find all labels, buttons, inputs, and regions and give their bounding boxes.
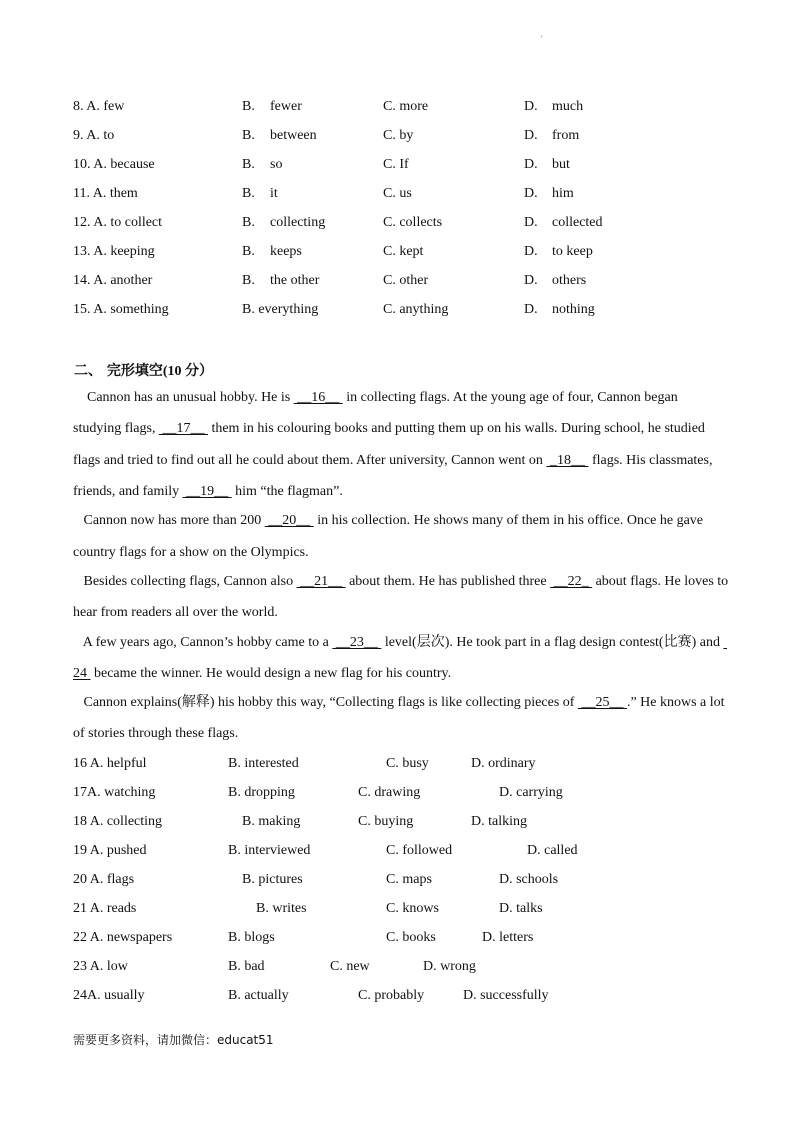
option-row [0, 242, 800, 262]
option-a: 22 A. newspapers [73, 930, 173, 945]
option-b-text: it [270, 186, 278, 201]
option-a: 14. A. another [73, 273, 153, 288]
option-row [0, 841, 800, 861]
option-row [0, 184, 800, 204]
option-a: 20 A. flags [73, 872, 135, 887]
option-row [0, 899, 800, 919]
option-c: C. by [383, 128, 414, 143]
option-a: 17A. watching [73, 785, 156, 800]
option-a: 10. A. because [73, 157, 155, 172]
option-a: 12. A. to collect [73, 215, 163, 230]
option-d: D. [524, 302, 538, 317]
answer-blank: __23__ [332, 635, 382, 650]
passage-text: A few years ago, Cannon’s hobby came to a [73, 635, 333, 650]
option-b: B. dropping [228, 785, 295, 800]
passage-text: about them. He has published three [345, 574, 551, 589]
option-d: D. [524, 99, 538, 114]
option-row [0, 986, 800, 1006]
option-row [0, 97, 800, 117]
option-c: C. new [330, 959, 370, 974]
option-b: B. [242, 186, 255, 201]
answer-blank: __17__ [158, 421, 208, 436]
option-c: C. If [383, 157, 409, 172]
option-b: B. everything [242, 302, 319, 317]
passage-text: in collecting flags. At the young age of four, Cannon began [342, 390, 678, 405]
option-b: B. [242, 273, 255, 288]
passage-text: flags and tried to find out all he could about them. After university, Cannon went on [73, 453, 547, 468]
passage-text: him “the flagman”. [231, 484, 343, 499]
footer-note: 需要更多资料，请加微信：educat51 [73, 1033, 274, 1047]
option-d: D. [524, 157, 538, 172]
passage-text: of stories through these flags. [73, 726, 239, 741]
option-a: 8. A. few [73, 99, 125, 114]
option-c: C. busy [386, 756, 429, 771]
option-d: D. talks [499, 901, 543, 916]
option-d: D. [524, 273, 538, 288]
passage-text: about flags. He loves to [592, 574, 729, 589]
passage-text: Cannon explains(解释) his hobby this way, “Collecting flags is like collecting pieces of [73, 695, 578, 710]
option-b: B. writes [256, 901, 307, 916]
answer-blank [723, 635, 727, 650]
option-a: 21 A. reads [73, 901, 137, 916]
option-d: D. talking [471, 814, 527, 829]
option-row [0, 870, 800, 890]
option-c: C. drawing [358, 785, 421, 800]
answer-blank: _18__ [546, 453, 589, 468]
option-b-text: the other [270, 273, 320, 288]
passage-line [73, 511, 703, 531]
option-c: C. other [383, 273, 429, 288]
passage-text: in his collection. He shows many of them in his office. Once he gave [313, 513, 704, 528]
passage-line [73, 388, 678, 408]
option-a: 23 A. low [73, 959, 128, 974]
passage-line [73, 724, 238, 744]
answer-blank: 24 [73, 666, 91, 681]
option-b: B. interested [228, 756, 299, 771]
option-row [0, 812, 800, 832]
option-row [0, 300, 800, 320]
passage-text: Besides collecting flags, Cannon also [73, 574, 297, 589]
option-row [0, 126, 800, 146]
option-c: C. us [383, 186, 412, 201]
option-b: B. [242, 157, 255, 172]
option-d: D. [524, 186, 538, 201]
option-b-text: so [270, 157, 283, 172]
passage-text: flags. His classmates, [588, 453, 713, 468]
passage-text: them in his colouring books and putting them up on his walls. During school, he studied [207, 421, 705, 436]
passage-line [73, 572, 728, 592]
option-a: 15. A. something [73, 302, 169, 317]
passage-text: country flags for a show on the Olympics. [73, 545, 309, 560]
answer-blank: __20__ [264, 513, 314, 528]
option-b: B. actually [228, 988, 289, 1003]
option-b-text: keeps [270, 244, 302, 259]
option-b: B. bad [228, 959, 265, 974]
option-b: B. [242, 244, 255, 259]
option-d: D. [524, 244, 538, 259]
option-d-text: him [552, 186, 574, 201]
option-b-text: between [270, 128, 317, 143]
option-d: D. wrong [423, 959, 476, 974]
answer-blank: __16__ [293, 390, 343, 405]
passage-line [73, 603, 278, 623]
option-row [0, 783, 800, 803]
option-c: C. probably [358, 988, 425, 1003]
answer-blank: __19__ [182, 484, 232, 499]
passage-line [73, 633, 727, 653]
passage-text: level(层次). He took part in a flag design contest(比赛) and [381, 635, 724, 650]
passage-line [73, 451, 712, 471]
section-title [74, 360, 213, 380]
passage-line [73, 419, 705, 439]
passage-text: became the winner. He would design a new flag for his country. [90, 666, 452, 681]
option-a: 24A. usually [73, 988, 145, 1003]
option-d: D. ordinary [471, 756, 536, 771]
passage-text: .” He knows a lot [626, 695, 725, 710]
option-b-text: collecting [270, 215, 326, 230]
option-b: B. making [242, 814, 301, 829]
option-c: C. anything [383, 302, 449, 317]
option-d: D. [524, 215, 538, 230]
option-row [0, 213, 800, 233]
passage-text: studying flags, [73, 421, 159, 436]
passage-text: friends, and family [73, 484, 183, 499]
option-b-text: fewer [270, 99, 302, 114]
option-d: D. [524, 128, 538, 143]
option-d: D. letters [482, 930, 534, 945]
option-a: 9. A. to [73, 128, 115, 143]
option-d-text: collected [552, 215, 603, 230]
passage-line [73, 482, 343, 502]
option-b: B. interviewed [228, 843, 311, 858]
option-c: C. kept [383, 244, 424, 259]
passage-line [73, 664, 451, 684]
option-c: C. buying [358, 814, 414, 829]
option-row [0, 271, 800, 291]
option-c: C. collects [383, 215, 443, 230]
option-b: B. [242, 128, 255, 143]
option-d: D. carrying [499, 785, 563, 800]
option-c: C. maps [386, 872, 432, 887]
option-row [0, 155, 800, 175]
option-c: C. more [383, 99, 429, 114]
option-d-text: from [552, 128, 580, 143]
option-a: 18 A. collecting [73, 814, 163, 829]
option-a: 11. A. them [73, 186, 138, 201]
option-d-text: nothing [552, 302, 595, 317]
option-row [0, 957, 800, 977]
option-a: 19 A. pushed [73, 843, 147, 858]
option-d: D. called [527, 843, 578, 858]
option-d-text: to keep [552, 244, 593, 259]
passage-line [73, 693, 725, 713]
option-b: B. pictures [242, 872, 303, 887]
option-c: C. knows [386, 901, 439, 916]
answer-blank: __21__ [296, 574, 346, 589]
option-b: B. [242, 99, 255, 114]
option-row [0, 928, 800, 948]
option-a: 16 A. helpful [73, 756, 147, 771]
passage-text: hear from readers all over the world. [73, 605, 278, 620]
option-d-text: but [552, 157, 570, 172]
option-a: 13. A. keeping [73, 244, 155, 259]
option-d-text: much [552, 99, 584, 114]
passage-text: Cannon has an unusual hobby. He is [73, 390, 294, 405]
option-c: C. followed [386, 843, 453, 858]
section-title-text: 二、 完形填空 [74, 363, 163, 379]
option-d: D. successfully [463, 988, 549, 1003]
passage-line [73, 543, 309, 563]
option-row [0, 754, 800, 774]
section-score: (10 分） [162, 364, 214, 379]
answer-blank: __22_ [550, 574, 593, 589]
option-d: D. schools [499, 872, 559, 887]
option-d-text: others [552, 273, 587, 288]
passage-text: Cannon now has more than 200 [73, 513, 265, 528]
option-c: C. books [386, 930, 436, 945]
answer-blank: __25__ [577, 695, 627, 710]
option-b: B. [242, 215, 255, 230]
option-b: B. blogs [228, 930, 275, 945]
page-mark: ' [541, 34, 543, 44]
